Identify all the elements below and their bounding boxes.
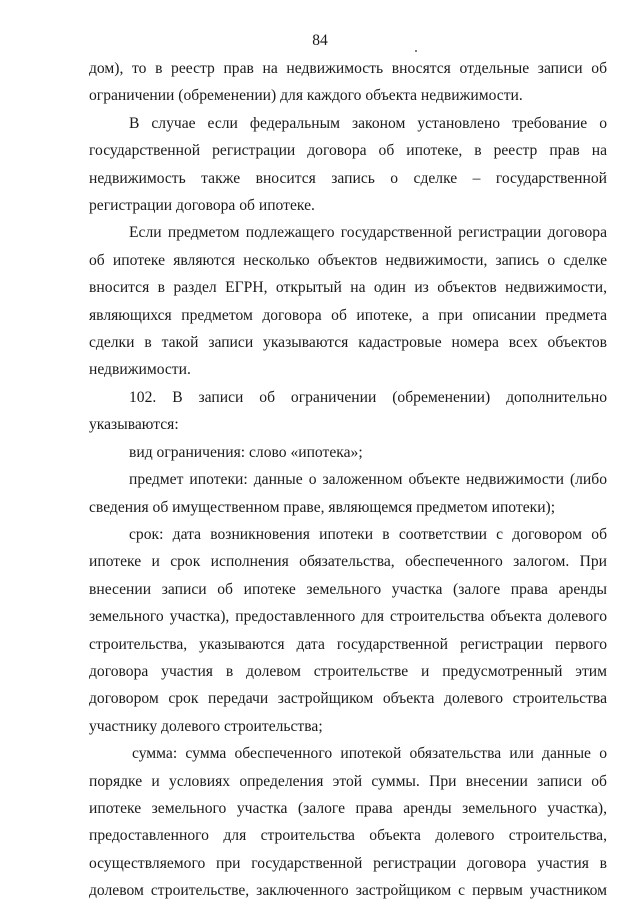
paragraph-multiple-objects: Если предметом подлежащего государственной регистрации договора об ипотеке являются несколько объектов недвижимости, запись о сделке вносится в раздел ЕГРН, открытый на один из объектов недвижимости, являющихся предметом договора об ипотеке, а при описании предмета сделки в такой записи указываются кадастровые номера всех объектов недвижимости.	[89, 224, 607, 379]
page-number: 84	[312, 32, 328, 49]
paragraph-term: срок: дата возникновения ипотеки в соответствии с договором об ипотеке и срок исполнения обязательства, обеспеченного залогом. При внесении записи об ипотеке земельного участка (залоге права аренды земельного участка), предоставленного для строительства объекта долевого строительства, указываются дата государственной регистрации первого договора участия в долевом строительстве и предусмотренный этим договором срок передачи застройщиком объекта долевого строительства участнику долевого строительства;	[89, 525, 607, 735]
paragraph-sum: сумма: сумма обеспеченного ипотекой обязательства или данные о порядке и условиях определения этой суммы. При внесении записи об ипотеке земельного участка (залоге права аренды земельного участка), предоставленного для строительства объекта долевого строительства, осуществляемого при государственной регистрации договора участия в долевом строительстве, заключенного застройщиком с первым участником	[89, 745, 607, 900]
paragraph-mortgage-subject: предмет ипотеки: данные о заложенном объекте недвижимости (либо сведения об имущественном праве, являющемся предметом ипотеки);	[89, 471, 607, 516]
paragraph-restriction-type: вид ограничения: слово «ипотека»;	[129, 443, 363, 461]
paragraph-item-102: 102. В записи об ограничении (обременении) дополнительно указываются:	[89, 388, 607, 434]
document-body	[89, 55, 607, 905]
paragraph-continuation: дом), то в реестр прав на недвижимость вносятся отдельные записи об ограничении (обременении) для каждого объекта недвижимости.	[89, 60, 607, 105]
scan-speck	[415, 50, 417, 52]
paragraph-mortgage-registration-requirement: В случае если федеральным законом установлено требование о государственной регистрации договора об ипотеке, в реестр прав на недвижимость также вносится запись о сделке – государственной регистрации договора об ипотеке.	[89, 114, 607, 215]
